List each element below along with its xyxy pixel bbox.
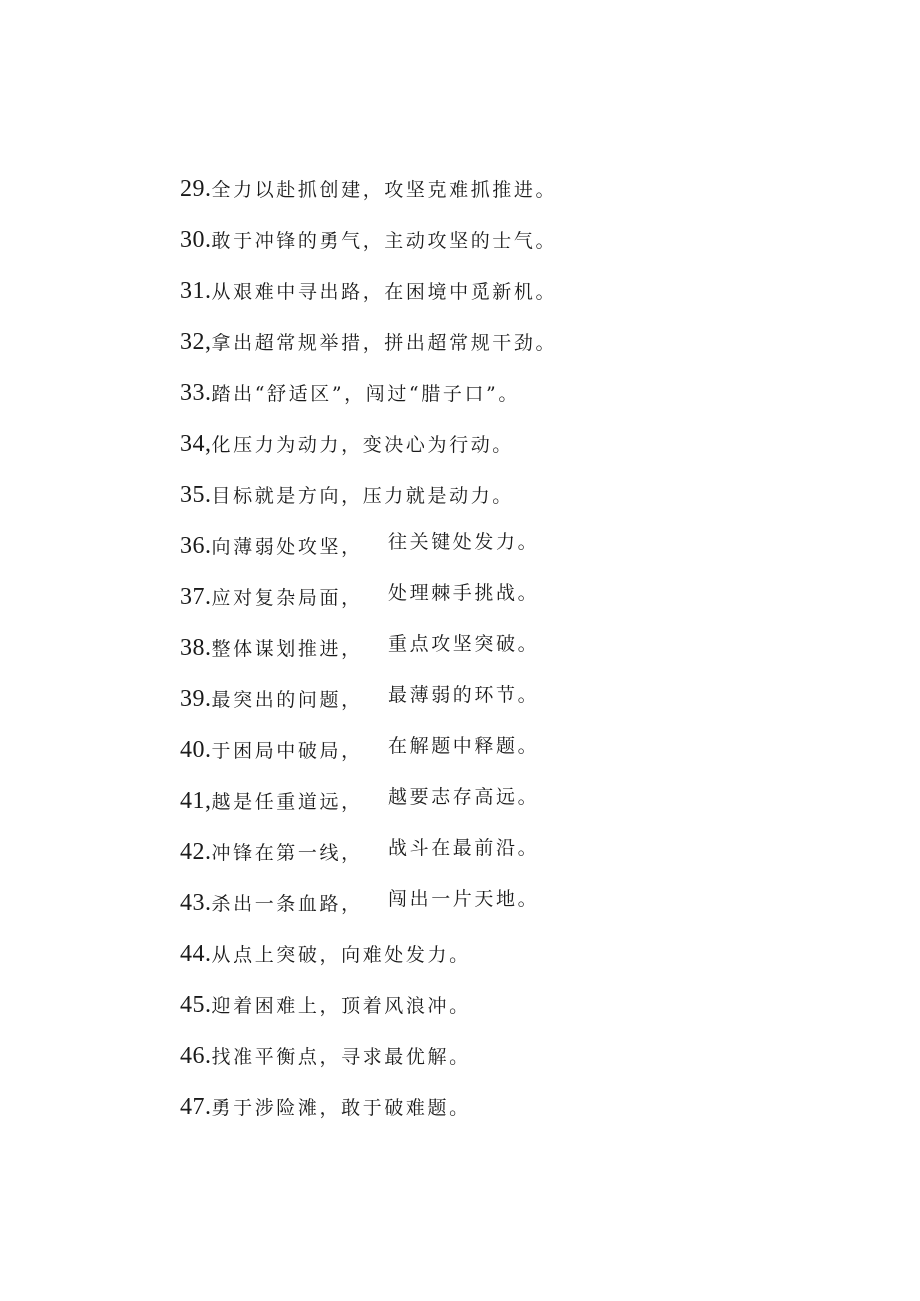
item-text-second: 处理棘手挑战。 (388, 582, 540, 604)
item-text-second: 重点攻坚突破。 (388, 633, 540, 655)
item-text: 找准平衡点，寻求最优解。 (211, 1046, 471, 1068)
list-item (180, 1088, 880, 1139)
list-item (180, 578, 880, 629)
item-number: 44 (180, 941, 205, 967)
item-number: 40 (180, 737, 205, 763)
item-number: 34 (180, 431, 205, 457)
list-item (180, 731, 880, 782)
item-separator: . (205, 1043, 212, 1069)
item-separator: , (205, 788, 212, 814)
item-separator: . (205, 176, 212, 202)
item-text: 全力以赴抓创建，攻坚克难抓推进。 (211, 179, 558, 201)
item-number: 35 (180, 482, 205, 508)
list-item (180, 272, 880, 323)
item-separator: , (205, 329, 212, 355)
item-number: 42 (180, 839, 205, 865)
item-number: 29 (180, 176, 205, 202)
item-separator: . (205, 584, 212, 610)
list-item (180, 629, 880, 680)
item-number: 46 (180, 1043, 205, 1069)
item-separator: , (205, 431, 212, 457)
item-text: 敢于冲锋的勇气，主动攻坚的士气。 (211, 230, 558, 252)
item-text-first: 于困局中破局， (211, 740, 363, 762)
item-separator: . (205, 380, 212, 406)
item-separator: . (205, 941, 212, 967)
item-text: 勇于涉险滩，敢于破难题。 (211, 1097, 471, 1119)
item-number: 33 (180, 380, 205, 406)
slogan-list (180, 170, 880, 1139)
item-number: 30 (180, 227, 205, 253)
item-number: 38 (180, 635, 205, 661)
item-text-second: 最薄弱的环节。 (388, 684, 540, 706)
item-number: 47 (180, 1094, 205, 1120)
item-separator: . (205, 278, 212, 304)
list-item (180, 833, 880, 884)
item-separator: . (205, 1094, 212, 1120)
item-separator: . (205, 533, 212, 559)
item-text-first: 冲锋在第一线， (211, 842, 363, 864)
item-text-second: 在解题中释题。 (388, 735, 540, 757)
item-text: 踏出“舒适区”，闯过“腊子口”。 (211, 383, 520, 405)
item-number: 37 (180, 584, 205, 610)
item-separator: . (205, 890, 212, 916)
item-text-first: 越是任重道远， (211, 791, 363, 813)
list-item (180, 323, 880, 374)
item-number: 41 (180, 788, 205, 814)
item-separator: . (205, 635, 212, 661)
list-item (180, 884, 880, 935)
list-item (180, 986, 880, 1037)
item-text-second: 战斗在最前沿。 (388, 837, 540, 859)
list-item (180, 221, 880, 272)
item-number: 36 (180, 533, 205, 559)
list-item (180, 476, 880, 527)
list-item (180, 170, 880, 221)
item-text: 迎着困难上，顶着风浪冲。 (211, 995, 471, 1017)
item-text-second: 往关键处发力。 (388, 531, 540, 553)
item-text: 从点上突破，向难处发力。 (211, 944, 471, 966)
list-item (180, 1037, 880, 1088)
item-text: 从艰难中寻出路，在困境中觅新机。 (211, 281, 558, 303)
item-number: 43 (180, 890, 205, 916)
item-separator: . (205, 482, 212, 508)
item-text-first: 最突出的问题， (211, 689, 363, 711)
item-separator: . (205, 839, 212, 865)
item-text: 拿出超常规举措，拼出超常规干劲。 (211, 332, 558, 354)
item-text-first: 向薄弱处攻坚， (211, 536, 363, 558)
item-text: 化压力为动力，变决心为行动。 (211, 434, 514, 456)
item-separator: . (205, 227, 212, 253)
list-item (180, 935, 880, 986)
list-item (180, 680, 880, 731)
item-text-first: 整体谋划推进， (211, 638, 363, 660)
list-item (180, 527, 880, 578)
list-item (180, 782, 880, 833)
item-text-first: 应对复杂局面， (211, 587, 363, 609)
list-item (180, 374, 880, 425)
item-text-second: 闯出一片天地。 (388, 888, 540, 910)
item-text: 目标就是方向，压力就是动力。 (211, 485, 514, 507)
list-item (180, 425, 880, 476)
item-number: 45 (180, 992, 205, 1018)
item-separator: . (205, 737, 212, 763)
item-number: 39 (180, 686, 205, 712)
item-separator: . (205, 992, 212, 1018)
item-text-first: 杀出一条血路， (211, 893, 363, 915)
item-number: 32 (180, 329, 205, 355)
item-text-second: 越要志存高远。 (388, 786, 540, 808)
item-separator: . (205, 686, 212, 712)
item-number: 31 (180, 278, 205, 304)
